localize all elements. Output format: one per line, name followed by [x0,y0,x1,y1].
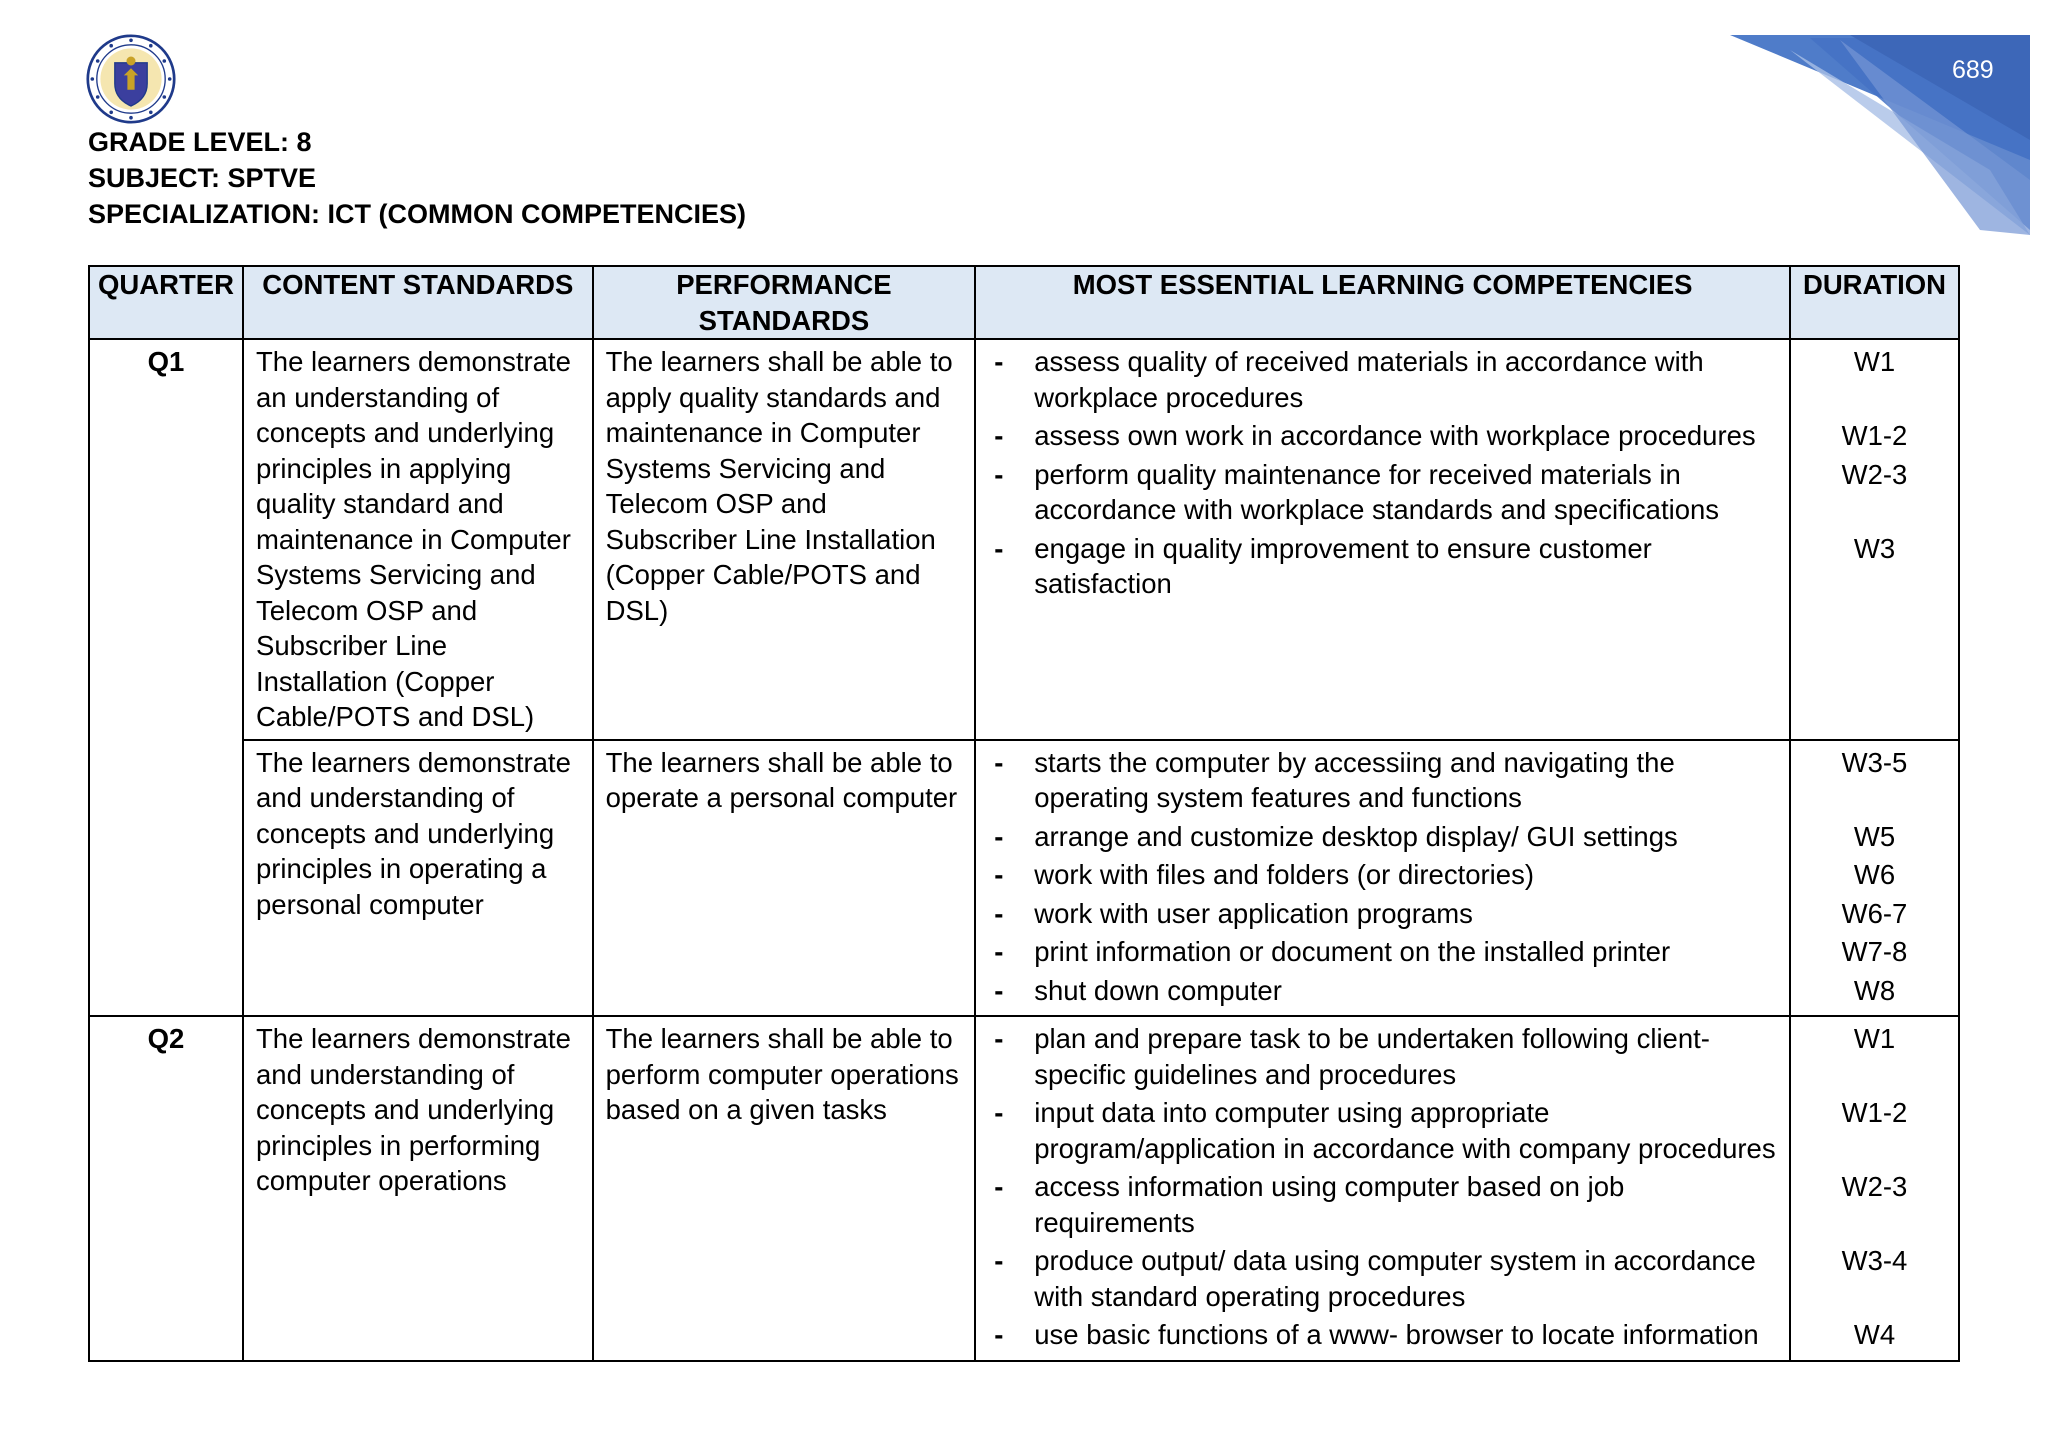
competency-item: - starts the computer by accessiing and navigating the operating system features and functions [984,745,1777,816]
content-standard-cell: The learners demonstrate and understanding of concepts and underlying principles in performing computer operations [243,1016,593,1361]
competency-item: - work with files and folders (or directories) [984,857,1777,893]
competency-item: - arrange and customize desktop display/ GUI settings [984,819,1777,855]
melc-table [88,265,1960,1362]
competency-item: - engage in quality improvement to ensure customer satisfaction [984,531,1777,602]
content-standard-cell: The learners demonstrate and understanding of concepts and underlying principles in operating a personal computer [243,740,593,1017]
content-standard-cell: The learners demonstrate an understanding of concepts and underlying principles in applying quality standard and maintenance in Computer Systems Servicing and Telecom OSP and Subscriber Line Installation (Copper Cable/POTS and DSL) [243,339,593,740]
duration-item: W1-2 [1841,1097,1908,1128]
performance-standard-cell: The learners shall be able to apply quality standards and maintenance in Computer Systems Servicing and Telecom OSP and Subscriber Line Installation (Copper Cable/POTS and DSL) [593,339,976,740]
duration-item: W3-4 [1841,1245,1908,1276]
competency-item: - input data into computer using appropriate program/application in accordance with company procedures [984,1095,1777,1166]
competency-item: - plan and prepare task to be undertaken following client-specific guidelines and procedures [984,1021,1777,1092]
page-number: 689 [1952,56,1994,84]
deped-seal-logo [86,34,176,124]
competency-item: - work with user application programs [984,896,1777,932]
competency-item: - assess quality of received materials in accordance with workplace procedures [984,344,1777,415]
competency-item: - shut down computer [984,973,1777,1009]
duration-item: W3 [1853,532,1896,564]
table-header-row [89,266,1959,339]
duration-item: W2-3 [1841,1171,1908,1202]
competency-item: - assess own work in accordance with workplace procedures [984,418,1777,454]
table-row [89,1016,1959,1361]
duration-item: W8 [1853,974,1896,1006]
duration-cell [1790,740,1959,1017]
duration-item: W1-2 [1841,420,1908,451]
col-header-duration: DURATION [1790,266,1959,339]
competency-item: - print information or document on the installed printer [984,934,1777,970]
duration-item: W4 [1853,1319,1896,1350]
grade-level: GRADE LEVEL: 8 [88,127,312,157]
duration-item: W3-5 [1841,746,1908,778]
quarter-cell: Q2 [89,1016,243,1361]
col-header-content-standards: CONTENT STANDARDS [243,266,593,339]
duration-item: W6 [1853,859,1896,890]
table-row [89,339,1959,740]
duration-item: W1 [1853,1023,1896,1054]
duration-item: W5 [1853,820,1896,852]
competency-item: - use basic functions of a www- browser to locate information [984,1317,1777,1353]
specialization: SPECIALIZATION: ICT (COMMON COMPETENCIES) [88,199,746,229]
competency-item: - access information using computer based on job requirements [984,1169,1777,1240]
competency-item: - perform quality maintenance for received materials in accordance with workplace standards and specifications [984,457,1777,528]
duration-item: W2-3 [1841,458,1908,490]
col-header-competencies: MOST ESSENTIAL LEARNING COMPETENCIES [975,266,1790,339]
duration-item: W1 [1853,346,1896,377]
duration-item: W7-8 [1841,936,1908,967]
table-row [89,740,1959,1017]
competencies-cell [975,1016,1790,1361]
col-header-performance-standards: PERFORMANCE STANDARDS [593,266,976,339]
performance-standard-cell: The learners shall be able to perform computer operations based on a given tasks [593,1016,976,1361]
duration-item: W6-7 [1841,897,1908,929]
competencies-cell [975,339,1790,740]
performance-standard-cell: The learners shall be able to operate a personal computer [593,740,976,1017]
col-header-quarter: QUARTER [89,266,243,339]
subject: SUBJECT: SPTVE [88,163,317,193]
quarter-cell: Q1 [89,339,243,1016]
duration-cell [1790,1016,1959,1361]
duration-cell [1790,339,1959,740]
document-header [88,124,746,232]
competency-item: - produce output/ data using computer system in accordance with standard operating procedures [984,1243,1777,1314]
competencies-cell [975,740,1790,1017]
